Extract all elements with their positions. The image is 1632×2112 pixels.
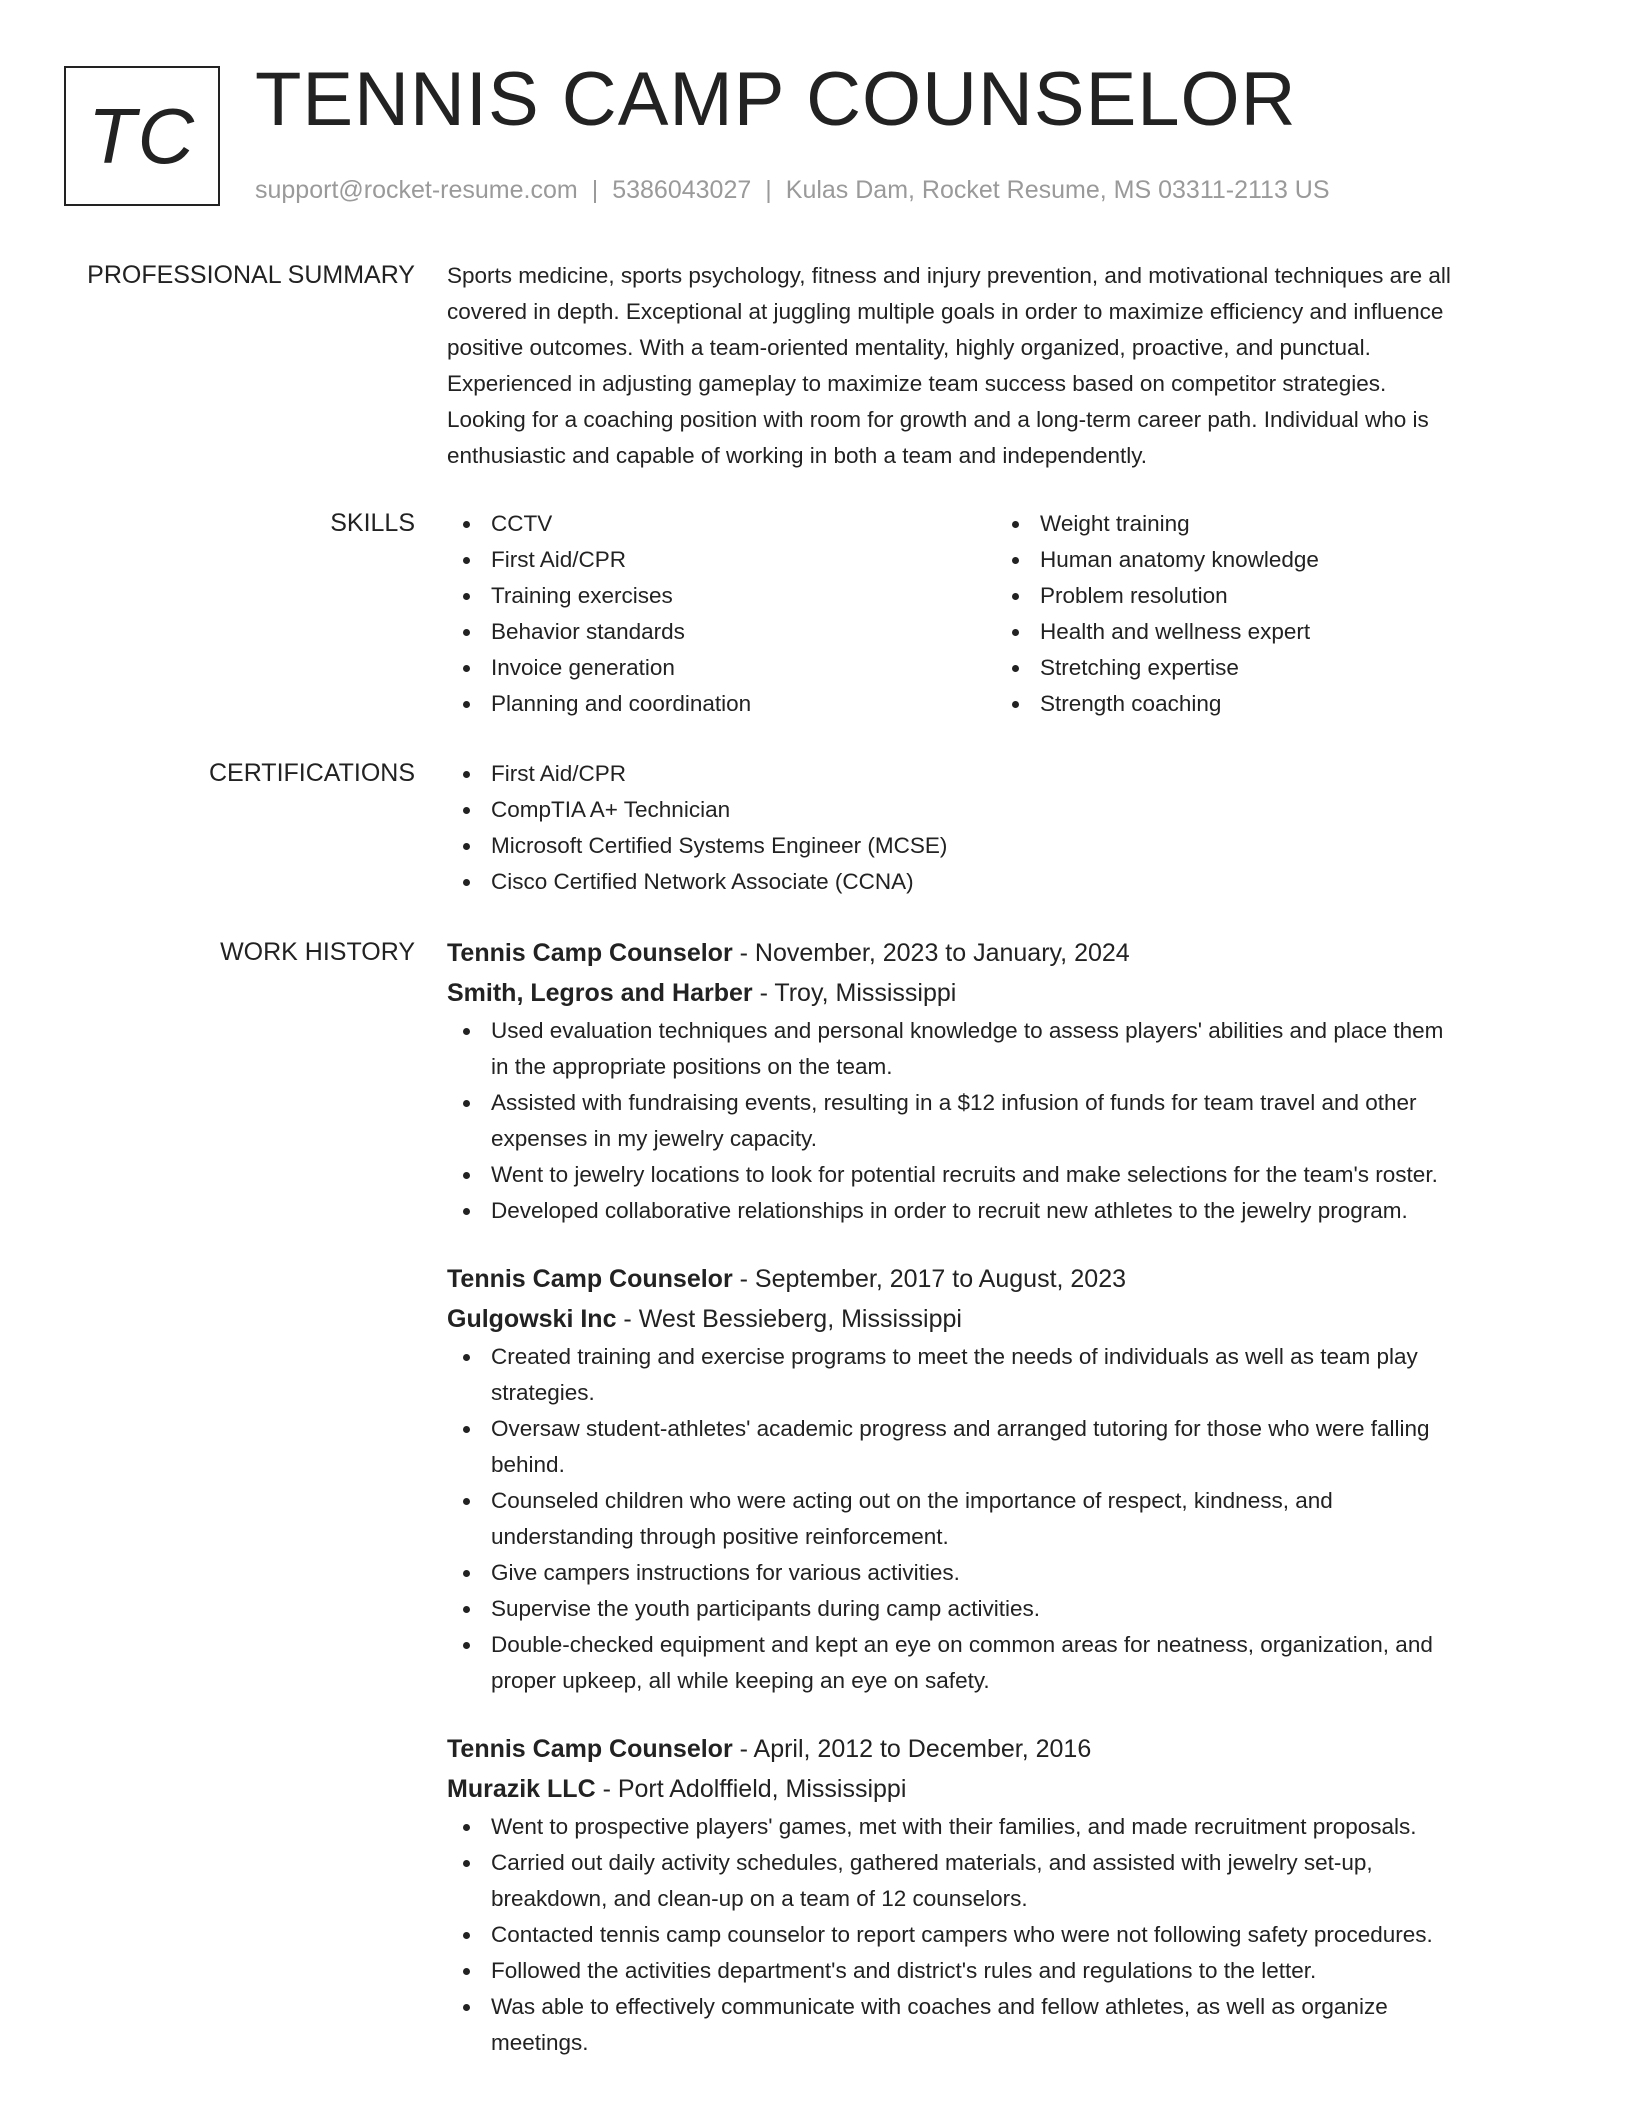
summary-line: Experienced in adjusting gameplay to maximize team success based on competitor strategies. [447, 371, 1387, 396]
skill-item: Behavior standards [447, 614, 996, 650]
job-dates: - November, 2023 to January, 2024 [732, 939, 1130, 967]
contact-email: support@rocket-resume.com [255, 176, 578, 204]
job-bullet-line: Was able to effectively communicate with coaches and fellow athletes, as well as organize [491, 1994, 1388, 2019]
skill-item: Planning and coordination [447, 686, 996, 722]
job-bullet [447, 1809, 1562, 1845]
job-bullet-line: Went to prospective players' games, met with their families, and made recruitment proposals. [491, 1814, 1417, 1839]
job-bullet [447, 1591, 1562, 1627]
summary-line: positive outcomes. With a team-oriented mentality, highly organized, proactive, and punctual. [447, 335, 1371, 360]
section-label-skills: SKILLS [330, 509, 415, 537]
job-dates: - September, 2017 to August, 2023 [732, 1265, 1127, 1293]
job-bullet-line: Developed collaborative relationships in order to recruit new athletes to the jewelry program. [491, 1198, 1408, 1223]
skills-body [447, 506, 1562, 722]
job-bullet-line: Assisted with fundraising events, resulting in a $12 infusion of funds for team travel and other [491, 1090, 1417, 1115]
job-title: Tennis Camp Counselor [447, 1265, 733, 1293]
contact-address: Kulas Dam, Rocket Resume, MS 03311-2113 US [785, 176, 1330, 204]
job-bullet-line: Carried out daily activity schedules, gathered materials, and assisted with jewelry set-up, [491, 1850, 1373, 1875]
skills-column-left [447, 506, 996, 722]
certification-item: CompTIA A+ Technician [447, 792, 1562, 828]
job-title-line [447, 1729, 1562, 1769]
job-location: - West Bessieberg, Mississippi [616, 1305, 962, 1333]
certifications-list [447, 756, 1562, 900]
monogram-initials: TC [88, 92, 196, 180]
job-entry [447, 933, 1562, 1229]
job-bullet [447, 1989, 1562, 2061]
job-bullet-line: Created training and exercise programs to meet the needs of individuals as well as team play [491, 1344, 1418, 1369]
job-bullets [447, 1013, 1562, 1229]
section-label-summary: PROFESSIONAL SUMMARY [87, 261, 415, 289]
job-bullet [447, 1627, 1562, 1699]
contact-line [255, 174, 1330, 206]
skills-grid [447, 506, 1562, 722]
section-label-work-history: WORK HISTORY [220, 938, 415, 966]
job-company-line [447, 1299, 1562, 1339]
job-title-line [447, 1259, 1562, 1299]
job-company: Murazik LLC [447, 1775, 596, 1803]
job-bullet [447, 1555, 1562, 1591]
summary-line: covered in depth. Exceptional at juggling multiple goals in order to maximize efficiency and influence [447, 299, 1444, 324]
job-bullet [447, 1339, 1562, 1411]
job-bullet [447, 1157, 1562, 1193]
section-label-certifications: CERTIFICATIONS [208, 759, 415, 787]
job-company: Gulgowski Inc [447, 1305, 617, 1333]
certification-item: Cisco Certified Network Associate (CCNA) [447, 864, 1562, 900]
job-bullet [447, 1193, 1562, 1229]
job-bullets [447, 1339, 1562, 1699]
job-bullet [447, 1085, 1562, 1157]
job-bullet-line: understanding through positive reinforcement. [491, 1524, 949, 1549]
job-bullet-line: Give campers instructions for various activities. [491, 1560, 960, 1585]
certification-item: First Aid/CPR [447, 756, 1562, 792]
skill-item: First Aid/CPR [447, 542, 996, 578]
job-location: - Port Adolffield, Mississippi [595, 1775, 907, 1803]
work-history-body [447, 933, 1562, 2091]
job-bullet [447, 1483, 1562, 1555]
job-title: Tennis Camp Counselor [447, 1735, 733, 1763]
job-bullet-line: Went to jewelry locations to look for potential recruits and make selections for the team's roster. [491, 1162, 1438, 1187]
job-bullet-line: Followed the activities department's and district's rules and regulations to the letter. [491, 1958, 1317, 1983]
summary-line: Looking for a coaching position with room for growth and a long-term career path. Individual who is [447, 407, 1429, 432]
skill-item: CCTV [447, 506, 996, 542]
skill-item: Strength coaching [996, 686, 1545, 722]
job-bullet-line: behind. [491, 1452, 565, 1477]
job-bullet-line: Contacted tennis camp counselor to report campers who were not following safety procedures. [491, 1922, 1433, 1947]
job-bullet [447, 1845, 1562, 1917]
summary-body [447, 258, 1562, 474]
skill-item: Invoice generation [447, 650, 996, 686]
job-dates: - April, 2012 to December, 2016 [732, 1735, 1092, 1763]
skill-item: Human anatomy knowledge [996, 542, 1545, 578]
job-bullet-line: expenses in my jewelry capacity. [491, 1126, 817, 1151]
skill-item: Training exercises [447, 578, 996, 614]
job-bullet [447, 1411, 1562, 1483]
job-bullet-line: breakdown, and clean-up on a team of 12 counselors. [491, 1886, 1028, 1911]
candidate-name: TENNIS CAMP COUNSELOR [255, 57, 1297, 142]
job-bullet [447, 1013, 1562, 1085]
skill-item: Stretching expertise [996, 650, 1545, 686]
skills-column-right [996, 506, 1545, 722]
job-bullet-line: Counseled children who were acting out on the importance of respect, kindness, and [491, 1488, 1333, 1513]
monogram-box [64, 66, 220, 206]
skill-item: Weight training [996, 506, 1545, 542]
contact-separator: | [591, 176, 599, 204]
certification-item: Microsoft Certified Systems Engineer (MCSE) [447, 828, 1562, 864]
summary-line: enthusiastic and capable of working in both a team and independently. [447, 443, 1148, 468]
contact-separator: | [765, 176, 772, 204]
job-bullet-line: in the appropriate positions on the team. [491, 1054, 893, 1079]
job-bullet-line: meetings. [491, 2030, 589, 2055]
job-bullet-line: proper upkeep, all while keeping an eye on safety. [491, 1668, 990, 1693]
job-company: Smith, Legros and Harber [447, 979, 753, 1007]
job-entry [447, 1259, 1562, 1699]
job-location: - Troy, Mississippi [752, 979, 957, 1007]
job-bullet [447, 1953, 1562, 1989]
job-entry [447, 1729, 1562, 2061]
skill-item: Health and wellness expert [996, 614, 1545, 650]
contact-phone: 5386043027 [612, 176, 752, 204]
summary-line: Sports medicine, sports psychology, fitness and injury prevention, and motivational techniques are all [447, 263, 1451, 288]
job-company-line [447, 973, 1562, 1013]
job-bullet-line: Used evaluation techniques and personal knowledge to assess players' abilities and place them [491, 1018, 1444, 1043]
job-bullet-line: Oversaw student-athletes' academic progress and arranged tutoring for those who were falling [491, 1416, 1430, 1441]
job-bullet-line: Supervise the youth participants during camp activities. [491, 1596, 1041, 1621]
certifications-body [447, 756, 1562, 900]
skill-item: Problem resolution [996, 578, 1545, 614]
job-bullet [447, 1917, 1562, 1953]
job-title-line [447, 933, 1562, 973]
job-bullet-line: strategies. [491, 1380, 595, 1405]
job-bullet-line: Double-checked equipment and kept an eye on common areas for neatness, organization, and [491, 1632, 1433, 1657]
job-company-line [447, 1769, 1562, 1809]
job-title: Tennis Camp Counselor [447, 939, 733, 967]
job-bullets [447, 1809, 1562, 2061]
